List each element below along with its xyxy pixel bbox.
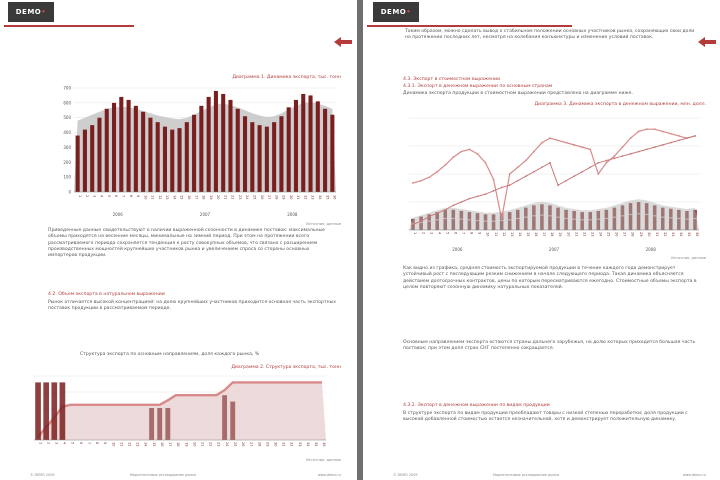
y-tick-label: 500 — [63, 115, 71, 121]
x-tick-label: 2 — [46, 442, 51, 445]
data-point — [581, 146, 583, 148]
bar — [222, 395, 227, 440]
data-point — [477, 196, 479, 198]
data-point — [614, 155, 616, 157]
x-tick-label: 9 — [477, 232, 482, 235]
data-point — [420, 180, 422, 182]
x-tick-label: 32 — [662, 232, 667, 237]
chart1-caption: Диаграмма 1. Динамика экспорта, тыс. тонн — [232, 75, 341, 80]
x-tick-label: 35 — [314, 442, 319, 447]
x-tick-label: 6 — [453, 232, 458, 235]
x-tick-label: 13 — [165, 195, 170, 200]
x-tick-label: 33 — [310, 195, 315, 200]
chart3-caption: Диаграмма 3. Динамика экспорта в денежном выражении, млн. долл. — [534, 102, 706, 107]
x-tick-label: 36 — [322, 442, 327, 447]
x-tick-label: 29 — [265, 442, 270, 447]
data-point — [517, 180, 519, 182]
bar — [134, 106, 138, 192]
data-point — [525, 160, 527, 162]
data-point — [460, 201, 462, 203]
left-arrow-icon[interactable] — [698, 37, 716, 47]
x-tick-label: 20 — [216, 195, 221, 200]
year-label: 2006 — [452, 247, 463, 252]
x-tick-label: 11 — [493, 232, 498, 237]
data-point — [630, 137, 632, 139]
y-tick-label: 700 — [63, 85, 71, 91]
bar — [43, 382, 49, 440]
x-tick-label: 34 — [318, 195, 323, 200]
data-point — [573, 175, 575, 177]
x-tick-label: 36 — [695, 232, 700, 237]
data-point — [573, 144, 575, 146]
data-point — [460, 151, 462, 153]
bar — [149, 408, 154, 440]
bar — [148, 118, 152, 192]
data-point — [509, 173, 511, 175]
data-point — [493, 179, 495, 181]
bar — [287, 107, 291, 192]
bar — [272, 122, 276, 192]
paragraph-2: Рынок отличается высокой концентрацией: на долю крупнейших участников приходится основная часть экспортных поставок продукции в рассматриваемом периоде. — [48, 300, 336, 312]
x-tick-label: 23 — [237, 195, 242, 200]
data-point — [557, 184, 559, 186]
x-tick-label: 3 — [54, 442, 59, 445]
x-tick-label: 30 — [288, 195, 293, 200]
x-tick-label: 3 — [429, 232, 434, 235]
x-tick-label: 7 — [121, 195, 126, 198]
x-tick-label: 13 — [509, 232, 514, 237]
data-point — [517, 166, 519, 168]
x-tick-label: 10 — [111, 442, 116, 447]
data-point — [436, 212, 438, 214]
data-point — [452, 204, 454, 206]
chart1-source: Источник: данные — [306, 222, 341, 226]
year-label: 2006 — [112, 212, 123, 217]
data-point — [444, 164, 446, 166]
header-rule — [4, 25, 134, 27]
bar — [228, 100, 232, 192]
x-tick-label: 12 — [501, 232, 506, 237]
bar — [301, 94, 305, 192]
x-tick-label: 24 — [245, 195, 250, 200]
data-point — [469, 148, 471, 150]
bar — [35, 382, 41, 440]
x-tick-label: 21 — [223, 195, 228, 200]
x-tick-label: 27 — [267, 195, 272, 200]
bar — [185, 122, 189, 192]
bar — [199, 106, 203, 192]
x-tick-label: 15 — [526, 232, 531, 237]
data-point — [686, 137, 688, 139]
x-tick-label: 12 — [127, 442, 132, 447]
data-point — [670, 142, 672, 144]
bar — [127, 100, 131, 192]
year-label: 2007 — [199, 212, 211, 217]
x-tick-label: 34 — [305, 442, 310, 447]
bar — [250, 122, 254, 192]
x-tick-label: 14 — [172, 195, 177, 200]
y-tick-label: 300 — [63, 144, 71, 150]
subhead-1: 4.3. Экспорт в стоимостном выражении — [403, 77, 500, 82]
footer-left: © DEMO 2009 — [30, 473, 55, 477]
data-point — [589, 166, 591, 168]
x-tick-label: 12 — [157, 195, 162, 200]
paragraph-mid: Как видно из графика, средняя стоимость экспортируемой продукции в течение каждого года демонстрирует устойчивый рост с последующим резким снижением в начале следующего периода. Такая динамика объясняется действием долгосрочных контрактов, цены по которым пересматриваются ежегодно. Стоимостные объемы экспорта в целом повторяют сезонную динамику натуральных показателей. — [403, 266, 697, 290]
data-point — [533, 171, 535, 173]
x-tick-label: 4 — [62, 442, 67, 445]
bar — [243, 116, 247, 192]
data-point — [485, 162, 487, 164]
x-tick-label: 15 — [179, 195, 184, 200]
x-tick-label: 21 — [200, 442, 205, 447]
x-tick-label: 30 — [646, 232, 651, 237]
x-tick-label: 34 — [679, 232, 684, 237]
data-point — [525, 175, 527, 177]
x-tick-label: 16 — [159, 442, 164, 447]
data-point — [694, 135, 696, 137]
bar — [316, 101, 320, 192]
data-point — [469, 198, 471, 200]
data-point — [597, 162, 599, 164]
data-point — [581, 171, 583, 173]
intro-line: Динамика экспорта продукции в стоимостном выражении представлена на диаграмме ниже. — [403, 91, 633, 96]
data-point — [654, 146, 656, 148]
x-tick-label: 4 — [99, 195, 104, 198]
x-tick-label: 2 — [85, 195, 90, 198]
data-point — [605, 162, 607, 164]
data-point — [412, 182, 414, 184]
x-tick-label: 25 — [252, 195, 257, 200]
data-point — [452, 156, 454, 158]
data-point — [533, 151, 535, 153]
data-point — [646, 148, 648, 150]
bar — [105, 109, 109, 192]
data-point — [493, 190, 495, 192]
x-tick-label: 14 — [143, 442, 148, 447]
x-tick-label: 1 — [38, 442, 43, 445]
area-series — [409, 199, 699, 230]
data-point — [638, 131, 640, 133]
bar — [83, 130, 87, 192]
x-tick-label: 3 — [92, 195, 97, 198]
chart2-source: Источник: данные — [306, 458, 341, 462]
chart2-intro: Структура экспорта по основным направлениям, доля каждого рынка, % — [80, 352, 260, 357]
data-point — [485, 193, 487, 195]
x-tick-label: 9 — [103, 442, 108, 445]
footer-mid: Маркетинговое исследование рынка — [493, 473, 560, 477]
bar — [258, 125, 262, 192]
x-tick-label: 29 — [281, 195, 286, 200]
footer-mid: Маркетинговое исследование рынка — [130, 473, 197, 477]
paragraph-1: Приведенные данные свидетельствуют о наличии выраженной сезонности в динамике поставок: максимальные объемы приходятся на весенние месяцы, минимальные на зимний период. При этом на протяжении всего рассматриваемого периода сохраняется тенденция к росту совокупных объемов, что связано с расширением производственных мощностей крупнейших участников рынка и увеличением спроса со стороны основных импортеров продукции. — [48, 228, 325, 259]
x-tick-label: 31 — [281, 442, 286, 447]
data-point — [549, 137, 551, 139]
subhead-2: 4.3.1. Экспорт в денежном выражении по основным странам — [403, 84, 553, 89]
chart-export-value — [403, 112, 703, 254]
x-tick-label: 7 — [461, 232, 466, 235]
x-tick-label: 25 — [232, 442, 237, 447]
x-tick-label: 14 — [517, 232, 522, 237]
x-tick-label: 19 — [184, 442, 189, 447]
bar — [177, 128, 181, 192]
paragraph-top: Таким образом, можно сделать вывод о стабильном положении основных участников рынка, сохраняющих свои доли на протяжении последних лет, несмотря на колебания конъюнктуры и изменение условий поставок. — [405, 29, 695, 41]
paragraph-bottom: В структуре экспорта по видам продукции преобладают товары с низкой степенью переработки; доля продукции с высокой добавленной стоимостью остается незначительной, хотя и демонстрирует положительную динамику. — [403, 411, 688, 423]
x-tick-label: 8 — [128, 195, 133, 198]
data-point — [477, 153, 479, 155]
x-tick-label: 7 — [86, 442, 91, 445]
bar — [163, 127, 167, 192]
x-tick-label: 17 — [542, 232, 547, 237]
x-tick-label: 10 — [143, 195, 148, 200]
x-tick-label: 28 — [274, 195, 279, 200]
data-point — [501, 187, 503, 189]
bar — [330, 115, 334, 192]
bar — [97, 118, 101, 192]
x-tick-label: 11 — [119, 442, 124, 447]
data-point — [597, 173, 599, 175]
data-point — [436, 171, 438, 173]
data-point — [678, 135, 680, 137]
x-tick-label: 20 — [192, 442, 197, 447]
bar — [221, 94, 225, 192]
data-point — [678, 140, 680, 142]
year-label: 2008 — [287, 212, 298, 217]
data-point — [654, 128, 656, 130]
x-tick-label: 32 — [303, 195, 308, 200]
y-tick-label: 100 — [63, 174, 71, 180]
x-tick-label: 35 — [325, 195, 330, 200]
x-tick-label: 2 — [421, 232, 426, 235]
data-point — [589, 148, 591, 150]
x-tick-label: 6 — [114, 195, 119, 198]
bar — [141, 112, 145, 192]
x-tick-label: 1 — [413, 232, 418, 235]
x-tick-label: 26 — [241, 442, 246, 447]
x-tick-label: 30 — [273, 442, 278, 447]
bar — [90, 125, 94, 192]
data-point — [622, 155, 624, 157]
bar — [51, 382, 57, 440]
bar — [112, 103, 116, 192]
x-tick-label: 29 — [638, 232, 643, 237]
x-tick-label: 10 — [485, 232, 490, 237]
chart3-source: Источник: данные — [671, 256, 706, 260]
bar — [192, 115, 196, 192]
x-tick-label: 22 — [230, 195, 235, 200]
publisher-logo: DEMO• — [373, 2, 419, 22]
x-tick-label: 33 — [671, 232, 676, 237]
data-point — [565, 180, 567, 182]
x-tick-label: 26 — [259, 195, 264, 200]
header-rule — [367, 25, 572, 27]
x-tick-label: 31 — [654, 232, 659, 237]
chart-export-structure — [30, 372, 330, 454]
footer-right: www.demo.ru — [682, 473, 706, 477]
x-tick-label: 1 — [77, 195, 82, 198]
data-point — [638, 151, 640, 153]
year-label: 2007 — [548, 247, 560, 252]
x-tick-label: 18 — [201, 195, 206, 200]
bar — [323, 109, 327, 192]
left-page — [0, 0, 357, 480]
x-tick-label: 23 — [590, 232, 595, 237]
x-tick-label: 20 — [566, 232, 571, 237]
x-tick-label: 28 — [630, 232, 635, 237]
x-tick-label: 24 — [598, 232, 603, 237]
bar — [60, 382, 66, 440]
x-tick-label: 5 — [70, 442, 75, 445]
bar — [265, 127, 269, 192]
x-tick-label: 27 — [249, 442, 254, 447]
x-tick-label: 28 — [257, 442, 262, 447]
x-tick-label: 17 — [168, 442, 173, 447]
year-label: 2008 — [645, 247, 656, 252]
x-tick-label: 5 — [445, 232, 450, 235]
x-tick-label: 11 — [150, 195, 155, 200]
right-page — [363, 0, 720, 480]
chart-export-volume — [52, 82, 342, 220]
data-point — [420, 220, 422, 222]
data-point — [662, 144, 664, 146]
x-tick-label: 15 — [151, 442, 156, 447]
bar — [156, 122, 160, 192]
data-point — [541, 166, 543, 168]
data-point — [646, 128, 648, 130]
x-tick-label: 5 — [106, 195, 111, 198]
data-point — [444, 209, 446, 211]
subhead-3: 4.3.2. Экспорт в денежном выражении по видам продукции — [403, 403, 550, 408]
x-tick-label: 22 — [582, 232, 587, 237]
bar — [236, 109, 240, 192]
y-tick-label: 0 — [68, 189, 71, 195]
data-point — [412, 224, 414, 226]
data-point — [565, 142, 567, 144]
data-point — [428, 216, 430, 218]
x-tick-label: 23 — [216, 442, 221, 447]
x-tick-label: 16 — [534, 232, 539, 237]
footer-right: www.demo.ru — [317, 473, 341, 477]
data-point — [549, 162, 551, 164]
data-point — [670, 133, 672, 135]
bar — [157, 408, 162, 440]
chart2-caption: Диаграмма 2. Структура экспорта, тыс. тонн — [231, 365, 341, 370]
x-tick-label: 25 — [606, 232, 611, 237]
x-tick-label: 36 — [332, 195, 337, 200]
bar — [76, 136, 80, 192]
x-tick-label: 31 — [296, 195, 301, 200]
bar — [230, 402, 235, 440]
x-tick-label: 17 — [194, 195, 199, 200]
x-tick-label: 6 — [78, 442, 83, 445]
x-tick-label: 8 — [95, 442, 100, 445]
y-tick-label: 600 — [63, 100, 71, 106]
data-point — [630, 153, 632, 155]
x-tick-label: 19 — [558, 232, 563, 237]
x-tick-label: 4 — [437, 232, 442, 235]
data-point — [557, 140, 559, 142]
bar — [119, 97, 123, 192]
x-tick-label: 9 — [136, 195, 141, 198]
data-point — [509, 184, 511, 186]
x-tick-label: 21 — [574, 232, 579, 237]
data-point — [541, 142, 543, 144]
data-point — [622, 146, 624, 148]
data-point — [501, 218, 503, 220]
bar — [308, 95, 312, 192]
bar — [207, 97, 211, 192]
data-point — [605, 160, 607, 162]
x-tick-label: 18 — [550, 232, 555, 237]
data-point — [428, 176, 430, 178]
bar — [279, 116, 283, 192]
x-tick-label: 13 — [135, 442, 140, 447]
x-tick-label: 19 — [208, 195, 213, 200]
x-tick-label: 24 — [224, 442, 229, 447]
left-arrow-icon[interactable] — [334, 37, 352, 47]
y-tick-label: 200 — [63, 159, 71, 165]
data-point — [662, 131, 664, 133]
x-tick-label: 32 — [289, 442, 294, 447]
bar — [214, 91, 218, 192]
x-tick-label: 26 — [614, 232, 619, 237]
bar — [165, 408, 170, 440]
y-tick-label: 400 — [63, 130, 71, 136]
section-heading: 4.2. Объем экспорта в натуральном выражении — [48, 292, 165, 297]
x-tick-label: 16 — [187, 195, 192, 200]
x-tick-label: 22 — [208, 442, 213, 447]
bar — [294, 100, 298, 192]
footer-left: © DEMO 2009 — [393, 473, 418, 477]
x-tick-label: 18 — [176, 442, 181, 447]
x-tick-label: 35 — [687, 232, 692, 237]
x-tick-label: 8 — [469, 232, 474, 235]
publisher-logo: DEMO• — [8, 2, 54, 22]
area-series — [34, 382, 326, 440]
paragraph-mid-2: Основным направлением экспорта остаются страны дальнего зарубежья, на долю которых приходится большая часть поставок; при этом доля стран СНГ постепенно сокращается. — [403, 340, 696, 352]
x-tick-label: 27 — [622, 232, 627, 237]
data-point — [614, 157, 616, 159]
x-tick-label: 33 — [297, 442, 302, 447]
bar — [170, 130, 174, 192]
